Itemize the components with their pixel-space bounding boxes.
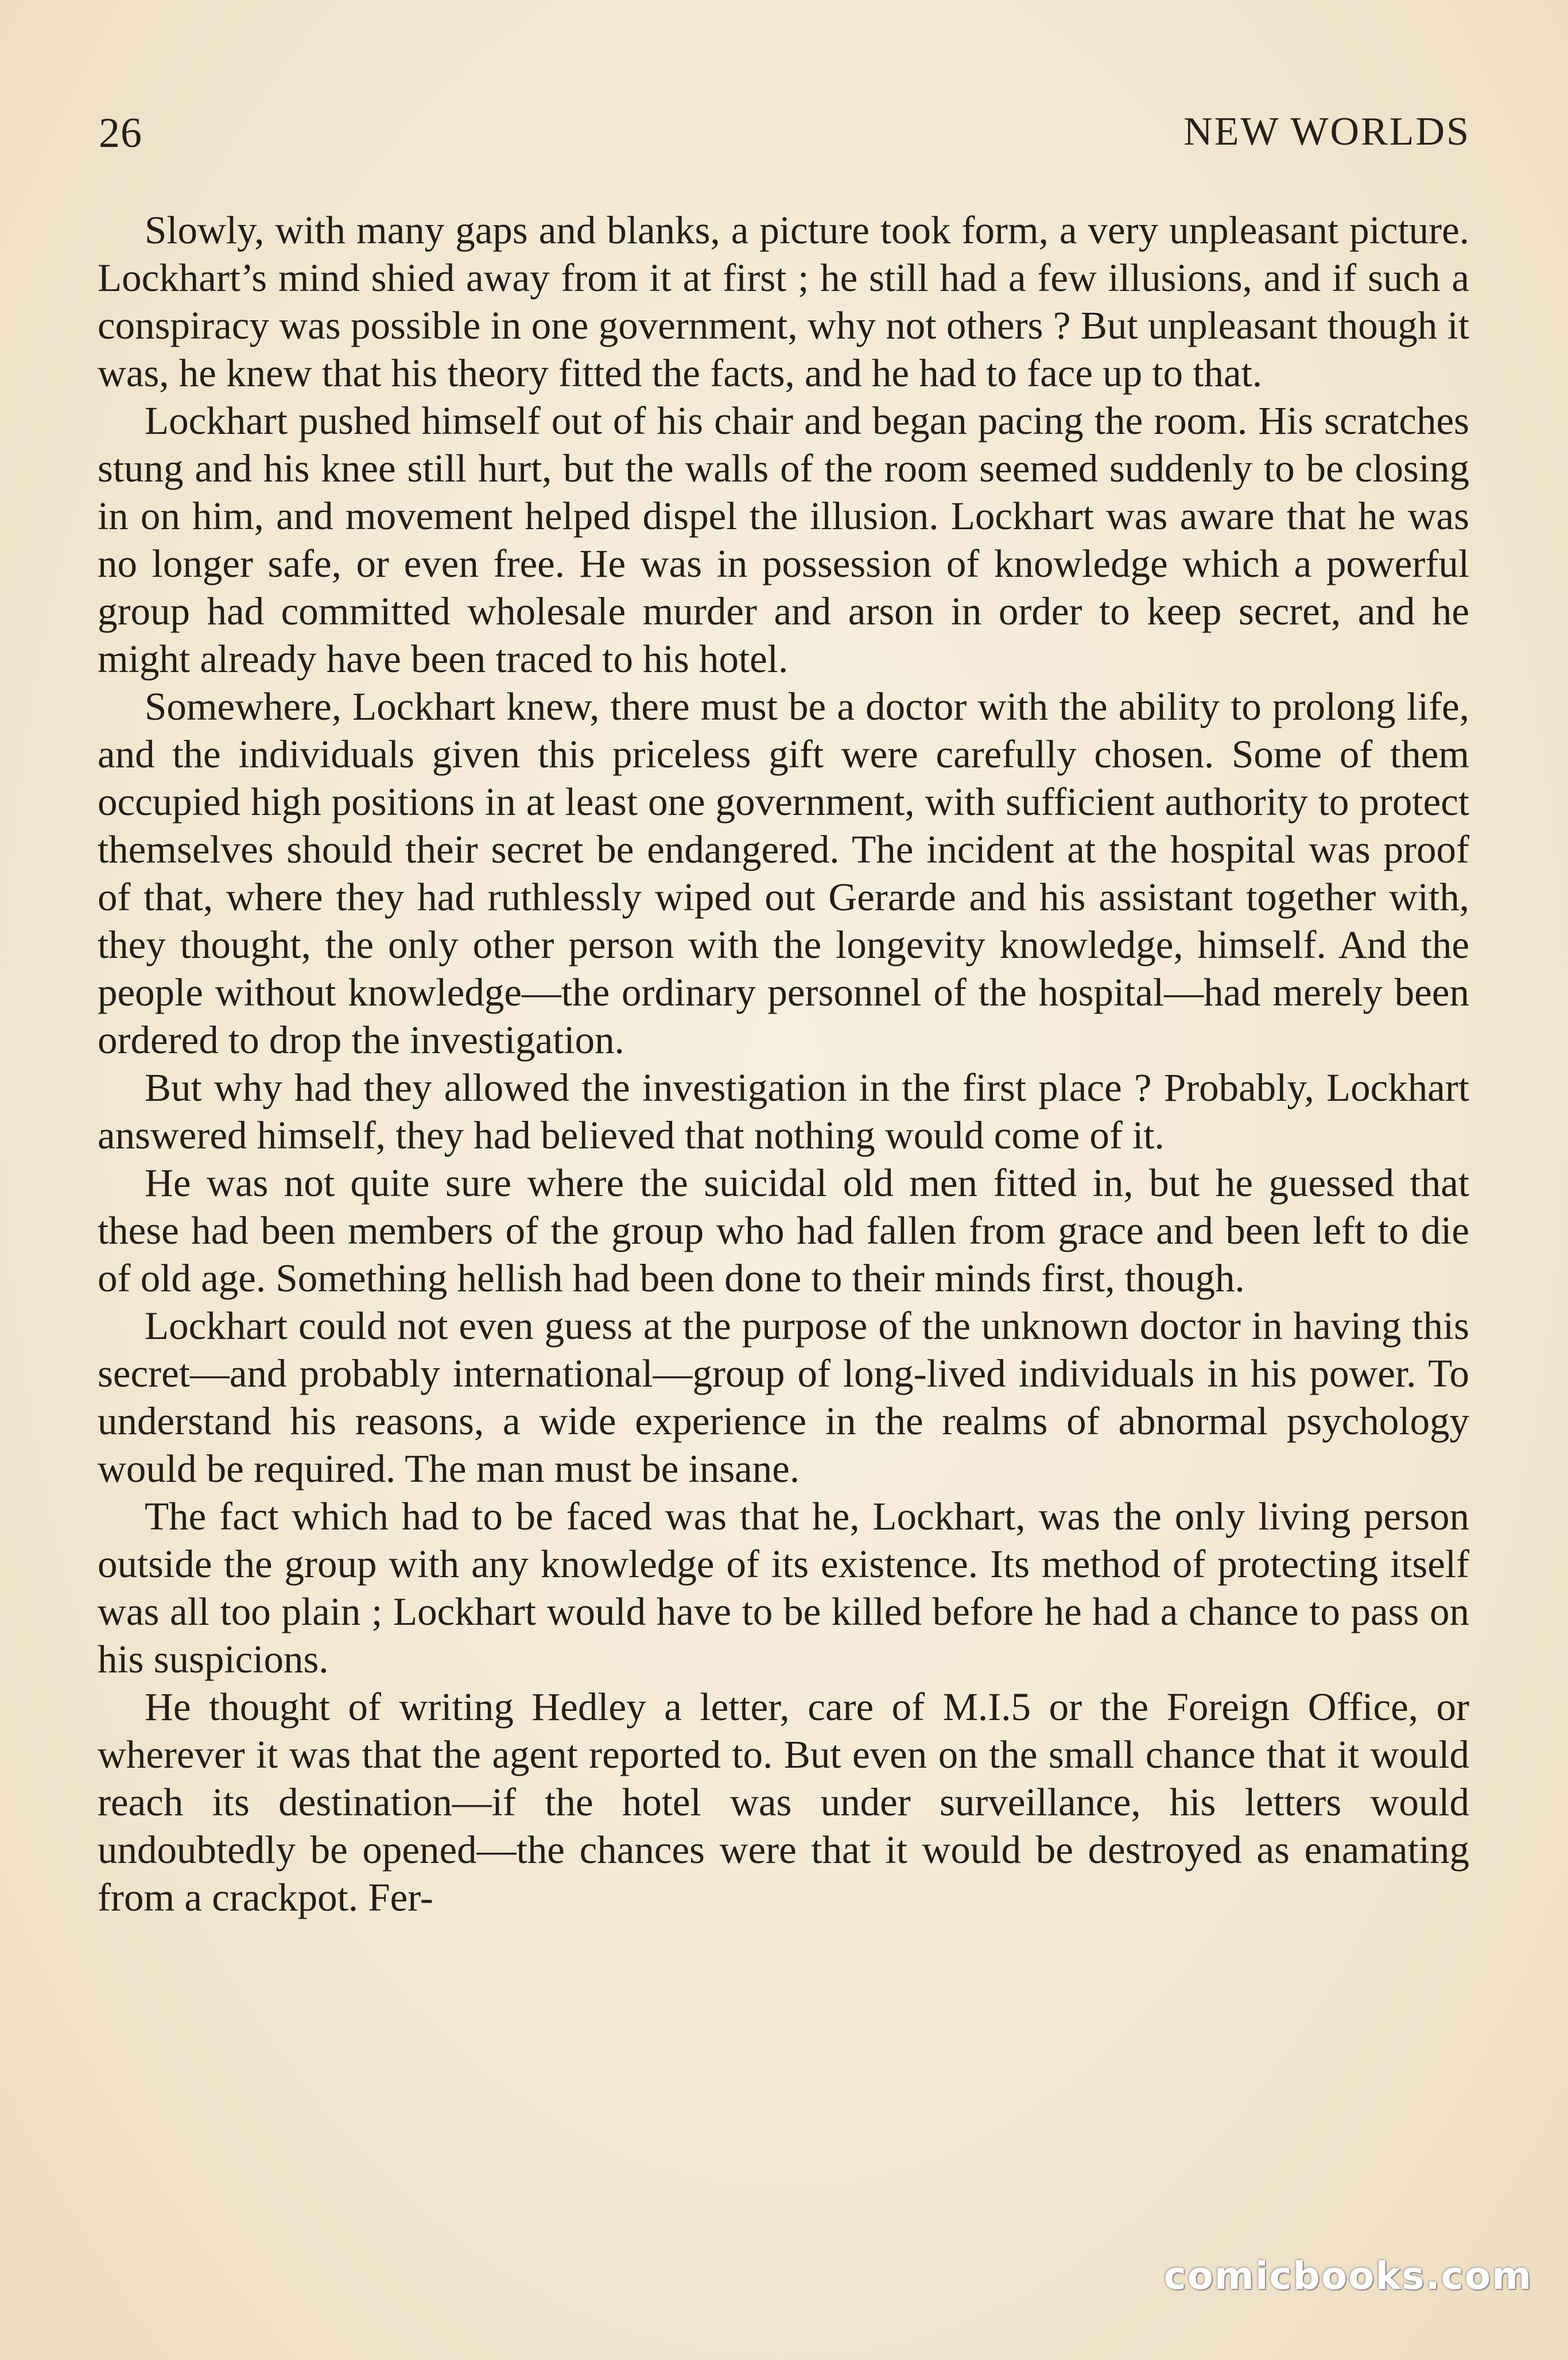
body-text [98, 207, 1469, 1922]
paragraph: He thought of writing Hedley a letter, care of M.I.5 or the Foreign Office, or wherever it was that the agent reported to. But even on the small chance that it would reach its destination—if the hotel was under surveillance, his letters would undoubtedly be opened—the chances were that it would be destroyed as enamating from a crackpot. Fer- [98, 1685, 1469, 1919]
paragraph: Lockhart pushed himself out of his chair and began pacing the room. His scratches stung and his knee still hurt, but the walls of the room seemed suddenly to be closing in on him, and movement helped dispel the illusion. Lockhart was aware that he was no longer safe, or even free. He was in possession of knowledge which a powerful group had committed wholesale murder and arson in order to keep secret, and he might already have been traced to his hotel. [98, 399, 1469, 681]
page-number: 26 [99, 110, 142, 157]
paragraph: Lockhart could not even guess at the purpose of the unknown doctor in having this secret—and probably international—group of long-lived individuals in his power. To understand his reasons, a wide experience in the realms of abnormal psychology would be required. The man must be insane. [98, 1304, 1469, 1490]
paragraph: But why had they allowed the investigation in the first place ? Probably, Lockhart answered himself, they had believed that nothing would come of it. [98, 1066, 1469, 1157]
paragraph: Somewhere, Lockhart knew, there must be a doctor with the ability to prolong life, and the individuals given this priceless gift were carefully chosen. Some of them occupied high positions in at least one government, with sufficient authority to protect themselves should their secret be endangered. The incident at the hospital was proof of that, where they had ruthlessly wiped out Gerarde and his assistant together with, they thought, the only other person with the longevity knowledge, himself. And the people without knowledge—the ordinary personnel of the hospital—had merely been ordered to drop the investigation. [98, 685, 1469, 1062]
paragraph: He was not quite sure where the suicidal old men fitted in, but he guessed that these had been members of the group who had fallen from grace and been left to die of old age. Something hellish had been done to their minds first, though. [98, 1161, 1469, 1300]
page-header [98, 103, 1470, 166]
paragraph: Slowly, with many gaps and blanks, a picture took form, a very unpleasant picture. Lockhart’s mind shied away from it at first ; he still had a few illusions, and if such a conspiracy was possible in one government, why not others ? But unpleasant though it was, he knew that his theory fitted the facts, and he had to face up to that. [98, 208, 1469, 395]
paragraph: The fact which had to be faced was that he, Lockhart, was the only living person outside the group with any knowledge of its existence. Its method of protecting itself was all too plain ; Lockhart would have to be killed before he had a chance to pass on his suspicions. [98, 1495, 1469, 1681]
watermark: comicbooks.com [1163, 2254, 1532, 2298]
running-title: NEW WORLDS [1183, 110, 1470, 154]
